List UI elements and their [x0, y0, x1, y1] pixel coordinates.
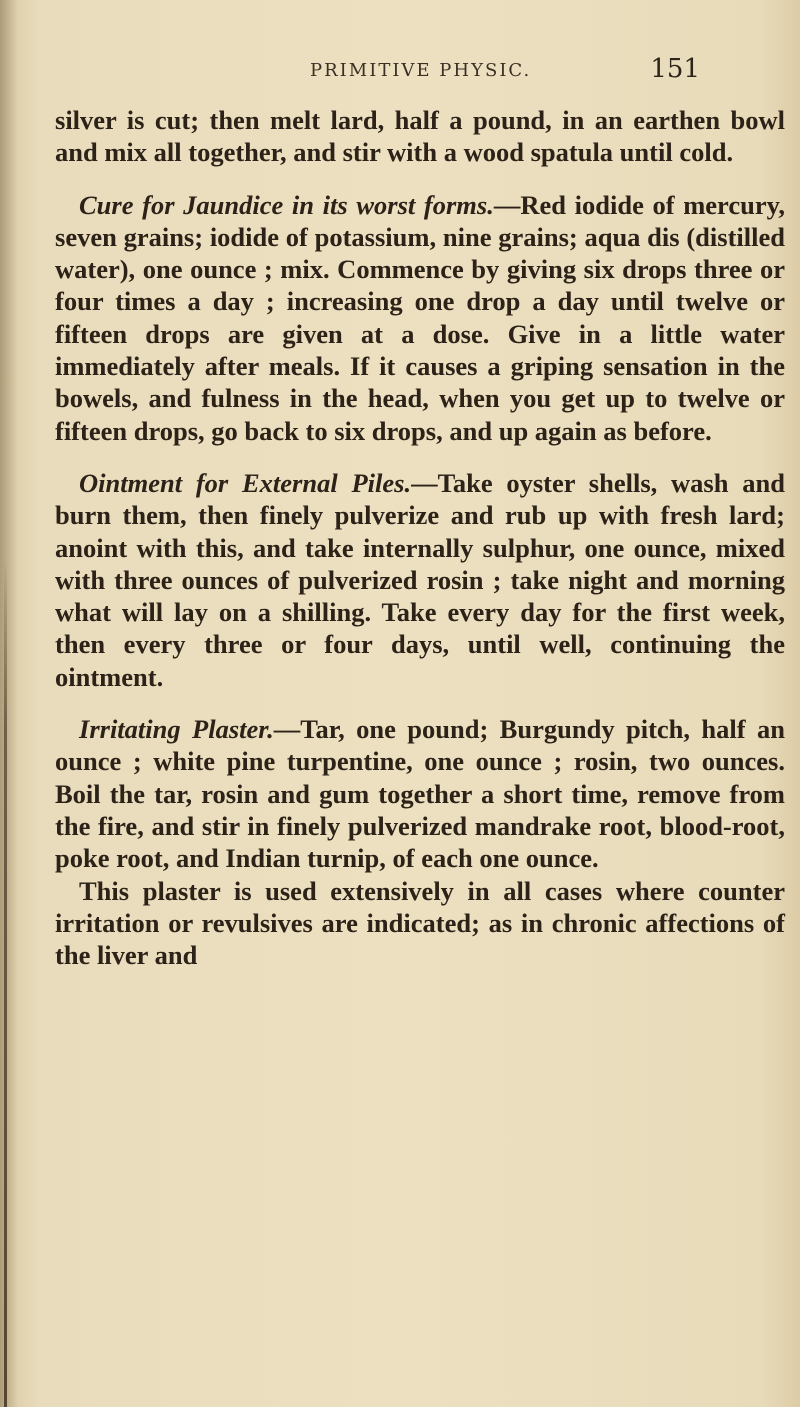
- recipe-text: —Red iodide of mercury, seven grains; iodide of potassium, nine grains; aqua dis (distilled water), one ounce ; mix. Commence by giving six drops three or four times a day ; increasing one drop a day until twelve or fifteen drops are given at a dose. Give in a little water immediately after meals. If it causes a griping sensation in the bowels, and fulness in the head, when you get up to twelve or fifteen drops, go back to six drops, and up again as before.: [55, 189, 785, 446]
- paragraph-text: This plaster is used extensively in all cases where counter irritation or revulsives are indicated; as in chronic affections of the liver and: [55, 875, 785, 971]
- binding-edge: [4, 560, 7, 1407]
- page-header: [310, 52, 700, 88]
- paragraph-text: silver is cut; then melt lard, half a pound, in an earthen bowl and mix all together, and stir with a wood spatula until cold.: [55, 105, 785, 168]
- plaster-usage-note: [55, 875, 785, 972]
- page-body: [55, 104, 785, 971]
- running-title: PRIMITIVE PHYSIC.: [310, 60, 532, 81]
- recipe-text: —Tar, one pound; Burgundy pitch, half an ounce ; white pine turpentine, one ounce ; rosin, two ounces. Boil the tar, rosin and gum together a short time, remove from the fire, and stir in finely pulverized mandrake root, blood-root, poke root, and Indian turnip, of each one ounce.: [55, 714, 786, 874]
- recipe-heading: Ointment for External Piles.: [79, 467, 412, 498]
- recipe-irritating-plaster: [55, 713, 785, 874]
- recipe-heading: Cure for Jaundice in its worst forms.: [79, 189, 494, 220]
- recipe-jaundice: [55, 189, 785, 447]
- paragraph-continuation: [55, 104, 785, 169]
- recipe-piles-ointment: [55, 467, 785, 693]
- page-number: 151: [650, 54, 700, 84]
- recipe-heading: Irritating Plaster.: [79, 714, 274, 745]
- gutter-shadow: [0, 0, 18, 1407]
- recipe-text: —Take oyster shells, wash and burn them, then finely pulverize and rub up with fresh lard; anoint with this, and take internally sulphur, one ounce, mixed with three ounces of pulverized rosin ; take night and morning what will lay on a shilling. Take every day for the first week, then every three or four days, until well, continuing the ointment.: [55, 467, 785, 692]
